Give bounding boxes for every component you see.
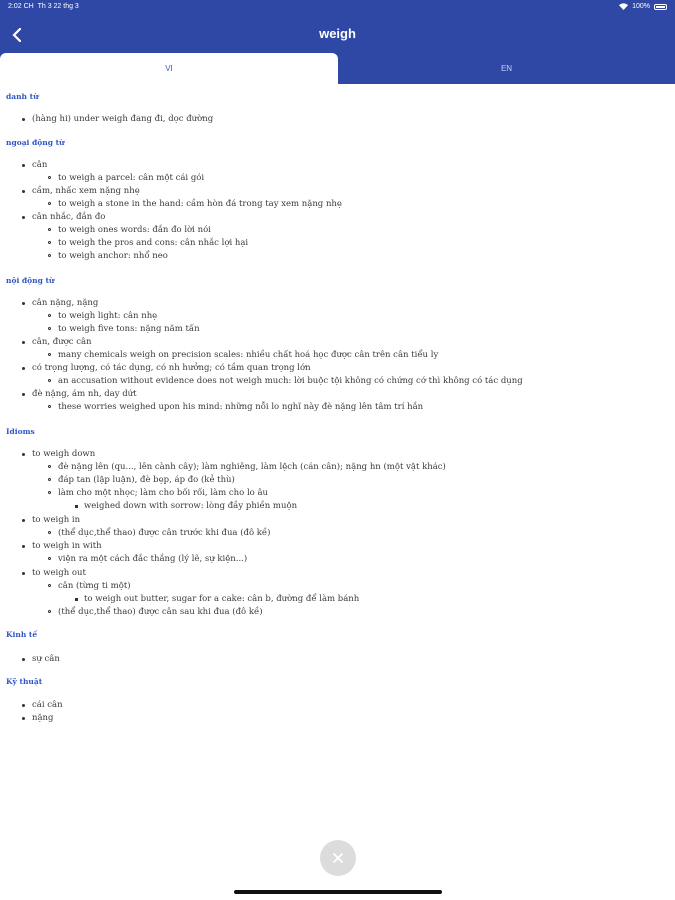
- list-item: weighed down with sorrow: lòng đầy phiền muộn: [84, 501, 298, 511]
- status-indicators: [619, 3, 667, 10]
- list-item: to weigh in with: [32, 541, 102, 551]
- wifi-icon: [619, 3, 628, 10]
- list-item: to weigh a stone in the hand: cầm hòn đá trong tay xem nặng nhẹ: [58, 199, 342, 209]
- status-time: 2:02 CH: [8, 3, 34, 10]
- list-item: (thể dục,thể thao) được cân trước khi đua (đô kề): [58, 528, 271, 538]
- home-indicator: [234, 890, 442, 894]
- list-item: to weigh in: [32, 515, 81, 525]
- status-bar: [8, 3, 667, 15]
- section-heading: Idioms: [6, 427, 35, 436]
- list-item: to weigh out butter, sugar for a cake: cân b, đường để làm bánh: [84, 594, 360, 604]
- section-heading: Kinh tế: [6, 630, 38, 639]
- list-item: (hàng hi) under weigh đang đi, dọc đường: [32, 114, 214, 124]
- list-item: to weigh down: [32, 449, 96, 459]
- list-item: to weigh out: [32, 568, 86, 578]
- list-item: to weigh a parcel: cân một cái gói: [58, 173, 205, 183]
- list-item: có trọng lượng, có tác dụng, có nh hưởng; có tầm quan trọng lớn: [32, 363, 311, 373]
- status-time-date: [8, 3, 79, 10]
- list-item: (thể dục,thể thao) được cân sau khi đua (đô kề): [58, 607, 263, 617]
- list-item: cầm, nhấc xem nặng nhẹ: [32, 186, 140, 196]
- list-item: nặng: [32, 713, 54, 723]
- list-item: cân nhắc, đắn đo: [32, 212, 106, 222]
- battery-percent: 100%: [632, 3, 650, 10]
- battery-icon: [654, 4, 667, 10]
- section-heading: ngoại động từ: [6, 138, 65, 147]
- tab-en[interactable]: EN: [500, 64, 513, 73]
- list-item: an accusation without evidence does not weigh much: lời buộc tội không có chứng cớ thì không có tác dụng: [58, 376, 523, 386]
- tab-vi[interactable]: VI: [0, 53, 338, 84]
- section-heading: danh từ: [6, 92, 39, 101]
- app-header: [0, 0, 675, 84]
- section-heading: nội động từ: [6, 276, 55, 285]
- list-item: to weigh the pros and cons: cân nhắc lợi hại: [58, 238, 249, 248]
- definition-content: [0, 84, 675, 804]
- list-item: many chemicals weigh on precision scales: nhiều chất hoá học được cân trên cân tiểu ly: [58, 350, 439, 360]
- list-item: đáp tan (lập luận), đè bẹp, áp đo (kẻ thù): [58, 475, 235, 485]
- list-item: sự cân: [32, 654, 60, 664]
- list-item: these worries weighed upon his mind: những nỗi lo nghĩ này đè nặng lên tâm trí hắn: [58, 402, 424, 412]
- list-item: to weigh anchor: nhổ neo: [58, 251, 168, 261]
- status-date: Th 3 22 thg 3: [37, 3, 79, 10]
- list-item: cái cân: [32, 700, 63, 710]
- close-icon: [332, 852, 344, 864]
- close-button[interactable]: [320, 840, 356, 876]
- list-item: đè nặng, ám nh, day dứt: [32, 389, 137, 399]
- page-title: weigh: [319, 26, 356, 41]
- list-item: viện ra một cách đắc thắng (lý lẽ, sự kiện...): [58, 554, 248, 564]
- list-item: đè nặng lên (qu..., lên cành cây); làm nghiêng, làm lệch (cán cân); nặng hn (một vật khác): [58, 462, 446, 472]
- list-item: cân (từng ti một): [58, 581, 131, 591]
- list-item: cân nặng, nặng: [32, 298, 99, 308]
- list-item: to weigh ones words: đắn đo lời nói: [58, 225, 211, 235]
- section-heading: Kỹ thuật: [6, 677, 43, 686]
- list-item: to weigh five tons: nặng năm tấn: [58, 324, 200, 334]
- list-item: cân: [32, 160, 48, 170]
- list-item: làm cho một nhọc; làm cho bối rối, làm cho lo âu: [58, 488, 269, 498]
- list-item: cân, được cân: [32, 337, 92, 347]
- list-item: to weigh light: cân nhẹ: [58, 311, 158, 321]
